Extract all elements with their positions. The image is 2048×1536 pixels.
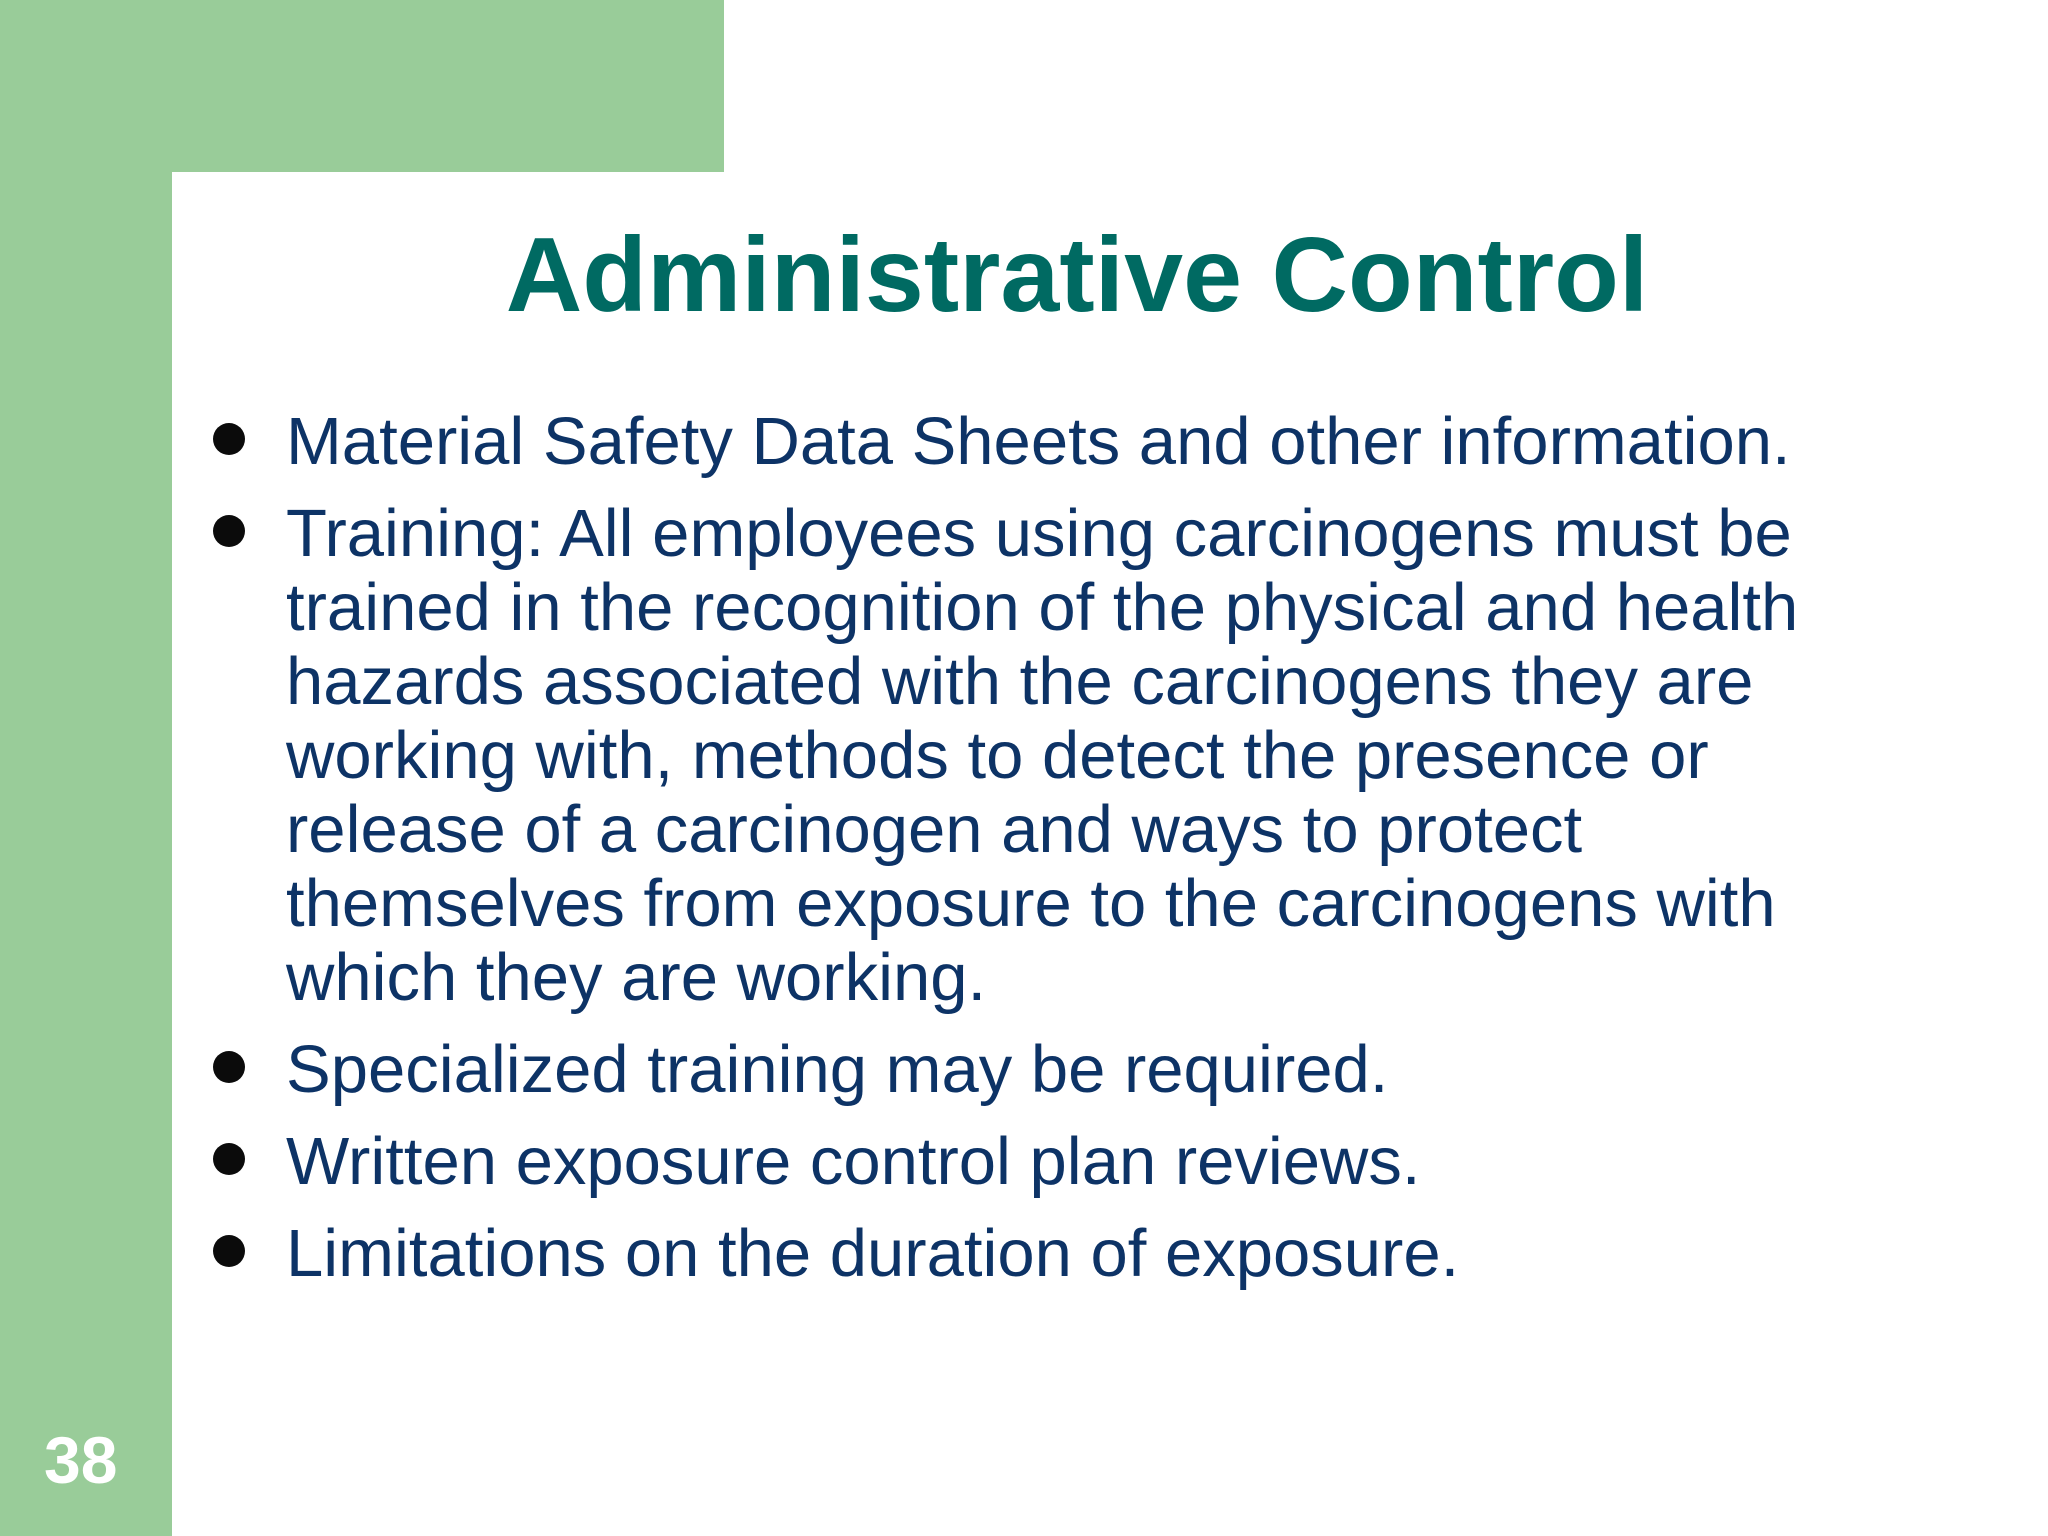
bullet-item-limitations — [210, 1217, 1890, 1291]
bullet-text: Limitations on the duration of exposure. — [286, 1216, 1460, 1291]
bullet-text: Training: All employees using carcinogens must be trained in the recognition of the physical and health hazards associated with the carcinogens they are working with, methods to detect the presence or release of a carcinogen and ways to protect themselves from exposure to the carcinogens with which they are working. — [286, 496, 1799, 1015]
bullet-list — [210, 405, 1890, 1309]
bullet-text: Material Safety Data Sheets and other information. — [286, 404, 1791, 479]
bullet-item-training — [210, 497, 1890, 1015]
bullet-text: Written exposure control plan reviews. — [286, 1124, 1421, 1199]
bullet-dot-icon — [213, 423, 245, 455]
slide-title: Administrative Control — [505, 216, 1649, 334]
bullet-dot-icon — [213, 1143, 245, 1175]
bullet-item-msds — [210, 405, 1890, 479]
page-number: 38 — [44, 1423, 118, 1497]
bullet-item-written-plan — [210, 1125, 1890, 1199]
bullet-dot-icon — [213, 515, 245, 547]
bullet-dot-icon — [213, 1235, 245, 1267]
bullet-text: Specialized training may be required. — [286, 1032, 1389, 1107]
bullet-item-specialized-training — [210, 1033, 1890, 1107]
green-side-band — [0, 0, 172, 1536]
bullet-dot-icon — [213, 1051, 245, 1083]
green-top-band — [0, 0, 724, 172]
